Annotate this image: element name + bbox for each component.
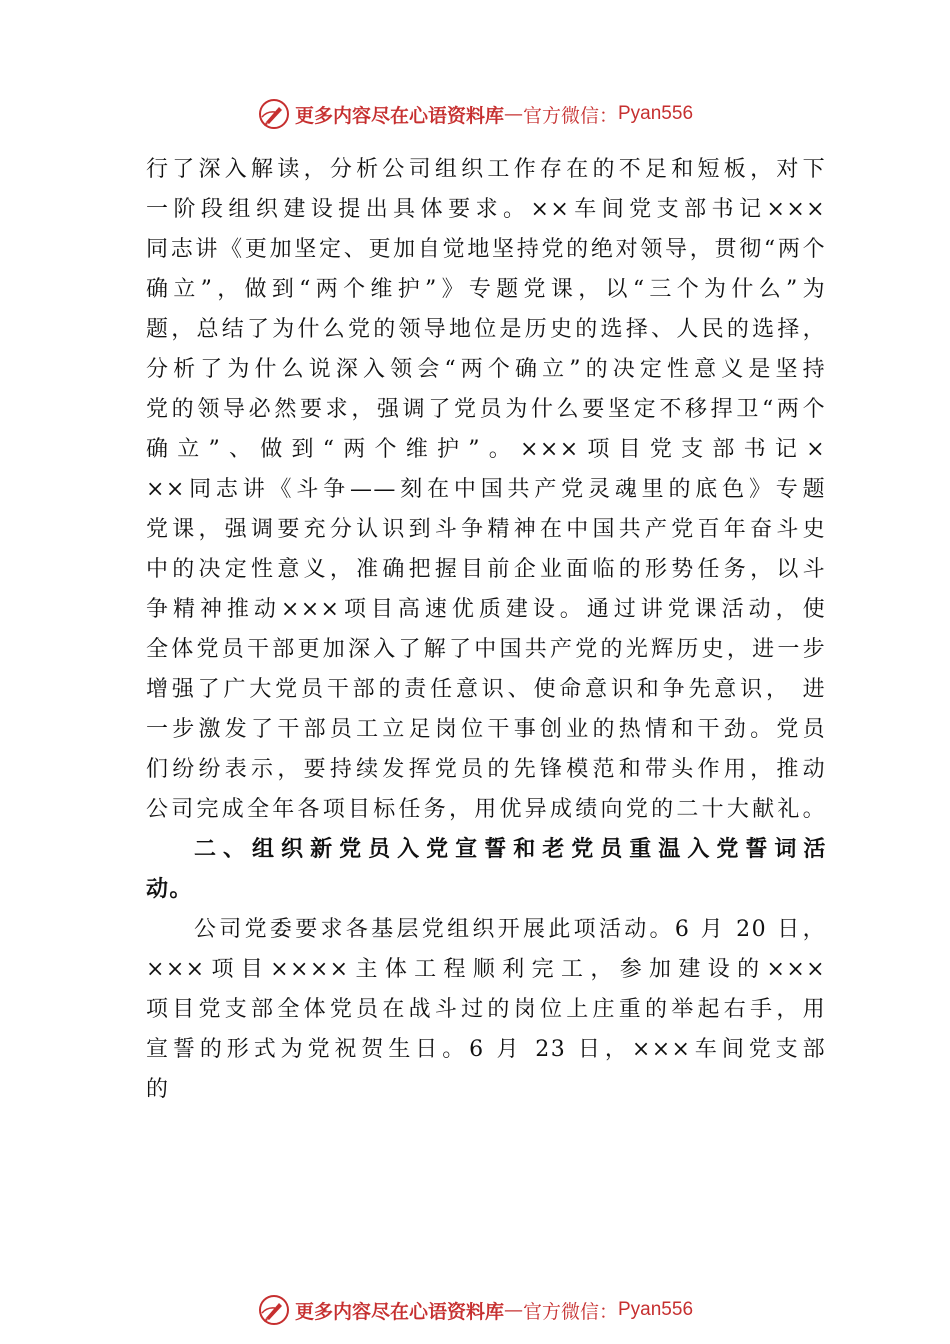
text-line: 确立”，做到“两个维护”》专题党课，以“三个为什么”为 <box>146 277 826 302</box>
watermark-main-text: 更多内容尽在心语资料库 <box>294 1300 504 1323</box>
text-line: 行了深入解读，分析公司组织工作存在的不足和短板，对下 <box>146 157 826 182</box>
text-line: 项目党支部全体党员在战斗过的岗位上庄重的举起右手，用 <box>146 997 826 1022</box>
pen-logo-icon <box>257 1293 291 1327</box>
watermark-dash: — <box>503 103 523 125</box>
watermark-dash: — <box>503 1299 523 1321</box>
footer-watermark <box>0 1290 950 1330</box>
paragraph-2 <box>146 910 826 1110</box>
text-line: 的 <box>146 1077 170 1102</box>
text-line: 全体党员干部更加深入了解了中国共产党的光辉历史，进一步 <box>146 637 826 662</box>
header-watermark <box>0 94 950 134</box>
watermark-wechat-id: Pyan556 <box>618 1299 694 1320</box>
text-line: 题，总结了为什么党的领导地位是历史的选择、人民的选择， <box>146 317 826 342</box>
text-line: 党课，强调要充分认识到斗争精神在中国共产党百年奋斗史 <box>146 517 826 542</box>
watermark-main-text: 更多内容尽在心语资料库 <box>294 104 504 127</box>
heading-line: 二、组织新党员入党宣誓和老党员重温入党誓词活 <box>194 837 826 862</box>
text-line: 公司完成全年各项目标任务，用优异成绩向党的二十大献礼。 <box>146 797 826 822</box>
section-heading <box>146 830 826 910</box>
watermark-wechat-id: Pyan556 <box>618 103 694 124</box>
watermark-sub-text: 官方微信： <box>522 1300 618 1323</box>
text-line: ××同志讲《斗争——刻在中国共产党灵魂里的底色》专题 <box>146 477 826 502</box>
text-line: 一阶段组织建设提出具体要求。××车间党支部书记××× <box>146 197 826 222</box>
document-body <box>146 150 826 1110</box>
watermark-sub-text: 官方微信： <box>522 104 618 127</box>
text-line: 中的决定性意义，准确把握目前企业面临的形势任务，以斗 <box>146 557 826 582</box>
text-line: 确立”、做到“两个维护”。×××项目党支部书记× <box>146 437 826 462</box>
text-line: 分析了为什么说深入领会“两个确立”的决定性意义是坚持 <box>146 357 826 382</box>
heading-line: 动。 <box>146 877 193 902</box>
text-line: 党的领导必然要求，强调了党员为什么要坚定不移捍卫“两个 <box>146 397 826 422</box>
text-line: 公司党委要求各基层党组织开展此项活动。6 月 20 日， <box>194 917 826 942</box>
text-line: ×××项目××××主体工程顺利完工，参加建设的××× <box>146 957 826 982</box>
text-line: 同志讲《更加坚定、更加自觉地坚持党的绝对领导，贯彻“两个 <box>146 237 826 262</box>
text-line: 争精神推动×××项目高速优质建设。通过讲党课活动，使 <box>146 597 826 622</box>
text-line: 宣誓的形式为党祝贺生日。6 月 23 日，×××车间党支部 <box>146 1037 826 1062</box>
text-line: 们纷纷表示，要持续发挥党员的先锋模范和带头作用，推动 <box>146 757 826 782</box>
text-line: 一步激发了干部员工立足岗位干事创业的热情和干劲。党员 <box>146 717 826 742</box>
text-line: 增强了广大党员干部的责任意识、使命意识和争先意识， 进 <box>146 677 826 702</box>
pen-logo-icon <box>257 97 291 131</box>
paragraph-1 <box>146 150 826 830</box>
